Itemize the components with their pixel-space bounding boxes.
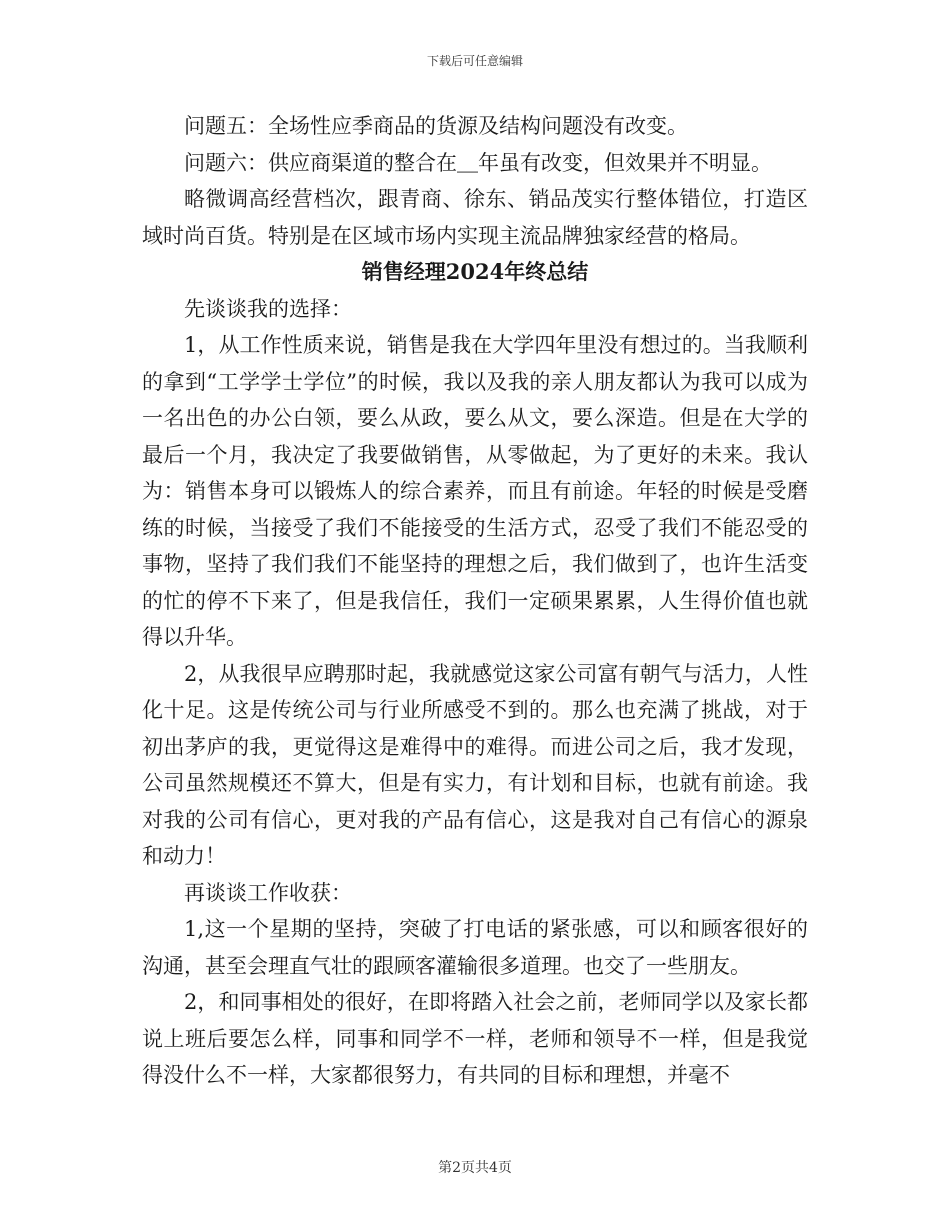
document-body [142,108,808,1094]
page-header: 下载后可任意编辑 [426,54,523,68]
paragraph: 2，从我很早应聘那时起，我就感觉这家公司富有朝气与活力，人性化十足。这是传统公司与行业所感受不到的。那么也充满了挑战，对于初出茅庐的我，更觉得这是难得中的难得。而进公司之后，我才发现，公司虽然规模还不算大，但是有实力，有计划和目标，也就有前途。我对我的公司有信心，更对我的产品有信心，这是我对自己有信心的源泉和动力！ [142,661,808,868]
section-title: 销售经理2024年终总结 [361,259,589,284]
paragraph: 1,这一个星期的坚持，突破了打电话的紧张感，可以和顾客很好的沟通，甚至会理直气壮的跟顾客灌输很多道理。也交了一些朋友。 [142,917,808,978]
paragraph: 略微调高经营档次，跟青商、徐东、销品茂实行整体错位，打造区域时尚百货。特别是在区域市场内实现主流品牌独家经营的格局。 [142,187,808,248]
paragraph: 1，从工作性质来说，销售是我在大学四年里没有想过的。当我顺利的拿到“工学学士学位”的时候，我以及我的亲人朋友都认为我可以成为一名出色的办公白领，要么从政，要么从文，要么深造。但是在大学的最后一个月，我决定了我要做销售，从零做起，为了更好的未来。我认为：销售本身可以锻炼人的综合素养，而且有前途。年轻的时候是受磨练的时候，当接受了我们不能接受的生活方式，忍受了我们不能忍受的事物，坚持了我们我们不能坚持的理想之后，我们做到了，也许生活变的忙的停不下来了，但是我信任，我们一定硕果累累，人生得价值也就得以升华。 [142,333,808,649]
paragraph: 2，和同事相处的很好，在即将踏入社会之前，老师同学以及家长都说上班后要怎么样，同事和同学不一样，老师和领导不一样，但是我觉得没什么不一样，大家都很努力，有共同的目标和理想，并毫不 [142,990,808,1087]
paragraph: 先谈谈我的选择： [184,296,352,321]
paragraph: 问题五：全场性应季商品的货源及结构问题没有改变。 [184,114,688,138]
page-footer: 第2页共4页 [438,1160,512,1176]
paragraph: 再谈谈工作收获： [184,880,352,905]
paragraph: 问题六：供应商渠道的整合在＿年虽有改变，但效果并不明显。 [184,150,772,175]
